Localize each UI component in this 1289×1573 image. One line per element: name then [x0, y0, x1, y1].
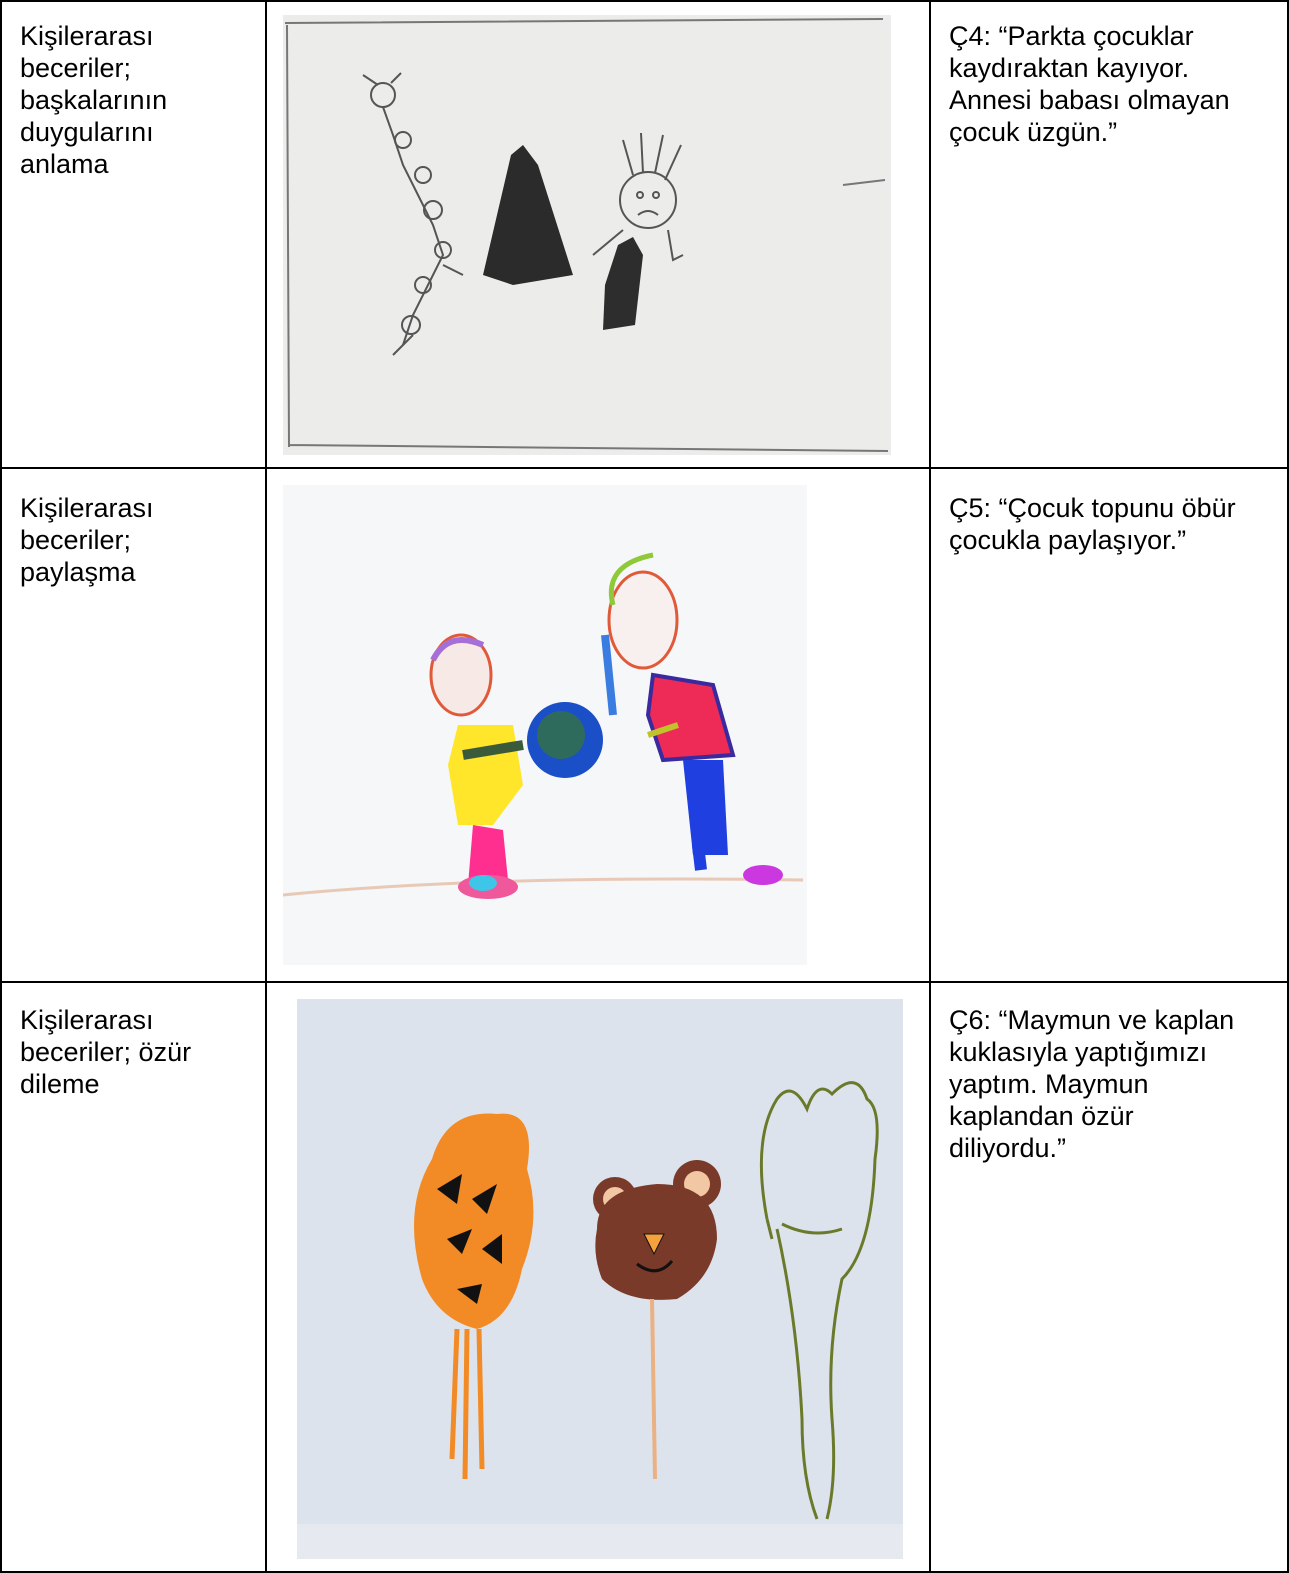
- drawing-image: [297, 999, 903, 1559]
- skill-cell: Kişilerarası beceriler; paylaşma: [20, 493, 154, 587]
- table-border-top: [0, 0, 1289, 2]
- quote-cell: Ç6: “Maymun ve kaplan kuklasıyla yaptığımızı yaptım. Maymun kaplandan özür diliyordu.”: [949, 1005, 1235, 1163]
- drawing-image: [283, 15, 891, 455]
- table-border-left: [0, 0, 2, 1573]
- skill-cell: Kişilerarası beceriler; başkalarının duygularını anlama: [20, 21, 168, 179]
- column-divider-1: [265, 0, 267, 1573]
- marker-drawing-svg: [283, 485, 807, 965]
- row-divider-2: [0, 981, 1289, 983]
- drawing-image: [283, 485, 807, 965]
- quote-cell: Ç5: “Çocuk topunu öbür çocukla paylaşıyor.”: [949, 493, 1236, 555]
- pencil-drawing-svg: [283, 15, 891, 455]
- skill-cell: Kişilerarası beceriler; özür dileme: [20, 1005, 192, 1099]
- row-divider-1: [0, 467, 1289, 469]
- column-divider-2: [929, 0, 931, 1573]
- marker-drawing-svg: [297, 999, 903, 1559]
- quote-cell: Ç4: “Parkta çocuklar kaydıraktan kayıyor. Annesi babası olmayan çocuk üzgün.”: [949, 21, 1230, 147]
